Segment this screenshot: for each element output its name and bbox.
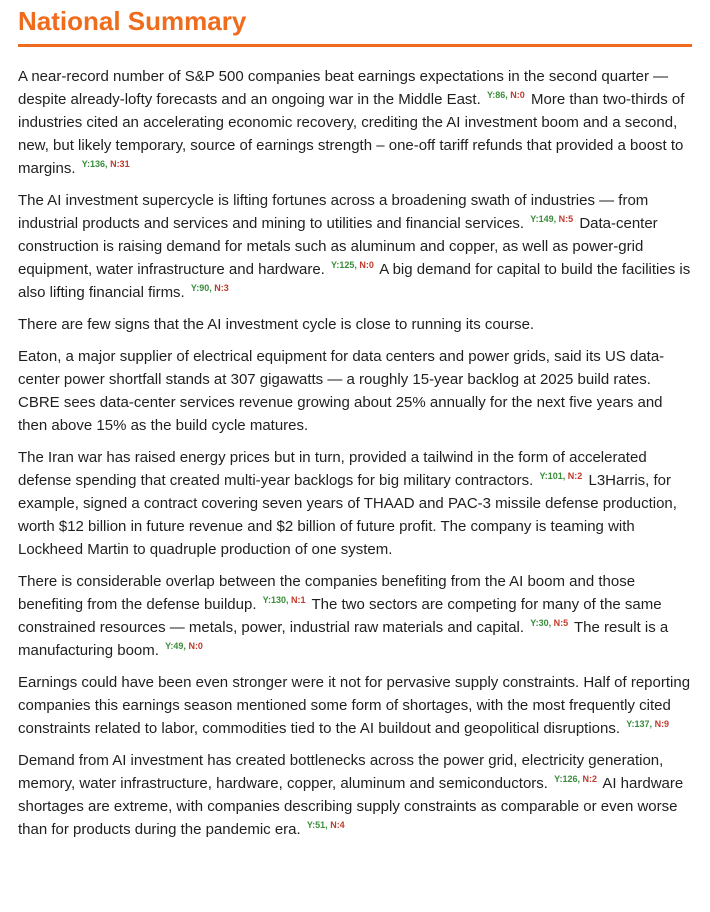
citation-tag [191,283,229,293]
citation-tag [82,159,130,169]
sentence-text: The result is a manufacturing boom. [18,619,669,659]
tag-n-count: N:4 [327,820,345,830]
tag-n-count: N:0 [185,641,203,651]
sentence-text: There is considerable overlap between the companies benefiting from the AI boom and those benefiting from the defense buildup. [18,573,636,613]
paragraph [18,345,692,437]
sentence-text: AI hardware shortages are extreme, with companies describing supply constraints as comparable or even worse than for products during the pandemic era. [18,775,684,838]
citation-tag [263,595,306,605]
tag-n-count: N:0 [356,260,374,270]
tag-y-count: Y:30, [530,618,552,628]
tag-y-count: Y:149, [530,214,557,224]
paragraph [18,65,692,180]
sentence-text: L3Harris, for example, signed a contract covering seven years of THAAD and PAC-3 missile defense production, worth $12 billion in future revenue and $2 billion of future profit. The company is teaming with Lockheed Martin to quadruple production of one system. [18,472,677,558]
tag-n-count: N:9 [652,719,670,729]
sentence-text: Data-center construction is raising demand for metals such as aluminum and copper, as well as power-grid equipment, water infrastructure and hardware. [18,215,658,278]
sentence-text: Eaton, a major supplier of electrical equipment for data centers and power grids, said its US data-center power shortfall stands at 307 gigawatts — a roughly 15-year backlog at 2025 build rates. CBRE sees data-center services revenue growing about 25% annually for the next five years and then above 15% as the build cycle matures. [18,348,665,434]
sentence-text: More than two-thirds of industries cited an accelerating economic recovery, crediting the AI investment boom and a second, new, but likely temporary, source of earnings strength – one-off tariff refunds that provided a boost to margins. [18,91,685,177]
tag-n-count: N:31 [107,159,130,169]
paragraph [18,671,692,740]
citation-tag [530,214,573,224]
citation-tag [487,90,525,100]
citation-tag [530,618,568,628]
citation-tag [165,641,203,651]
citation-tag [307,820,345,830]
sentence-text: Demand from AI investment has created bottlenecks across the power grid, electricity generation, memory, water infrastructure, hardware, copper, aluminum and semiconductors. [18,752,664,792]
paragraph [18,446,692,561]
sentence-text: A big demand for capital to build the facilities is also lifting financial firms. [18,261,691,301]
tag-n-count: N:5 [556,214,574,224]
tag-y-count: Y:86, [486,90,508,100]
tag-y-count: Y:126, [554,774,580,784]
tag-y-count: Y:130, [262,595,289,605]
citation-tag [554,774,597,784]
paragraph [18,570,692,662]
sentence-text: A near-record number of S&P 500 companies beat earnings expectations in the second quarter — despite already-lofty forecasts and an ongoing war in the Middle East. [18,68,669,108]
tag-y-count: Y:125, [331,260,357,270]
tag-y-count: Y:90, [190,283,212,293]
citation-tag [626,719,669,729]
tag-y-count: Y:137, [626,719,653,729]
tag-n-count: N:2 [565,471,583,481]
tag-n-count: N:0 [507,90,525,100]
paragraph [18,189,692,304]
tag-y-count: Y:101, [539,471,566,481]
citation-tag [539,471,582,481]
sentence-text: The AI investment supercycle is lifting fortunes across a broadening swath of industries — from industrial products and services and mining to utilities and financial services. [18,192,649,232]
tag-n-count: N:3 [211,283,229,293]
page-title: National Summary [18,4,692,47]
tag-n-count: N:5 [551,618,569,628]
sentence-text: The two sectors are competing for many of the same constrained resources — metals, power, industrial raw materials and capital. [18,596,662,636]
summary-body [18,65,692,841]
tag-n-count: N:2 [579,774,597,784]
citation-tag [331,260,374,270]
tag-y-count: Y:51, [306,820,328,830]
tag-n-count: N:1 [288,595,306,605]
paragraph [18,313,692,336]
sentence-text: There are few signs that the AI investment cycle is close to running its course. [18,316,535,333]
paragraph [18,749,692,841]
sentence-text: The Iran war has raised energy prices but in turn, provided a tailwind in the form of accelerated defense spending that created multi-year backlogs for big military contractors. [18,449,647,489]
tag-y-count: Y:49, [165,641,186,651]
sentence-text: Earnings could have been even stronger were it not for pervasive supply constraints. Half of reporting companies this earnings season mentioned some form of shortages, with the most frequently cited constraints related to labor, commodities tied to the AI buildout and geopolitical disruptions. [18,674,691,737]
tag-y-count: Y:136, [81,159,108,169]
